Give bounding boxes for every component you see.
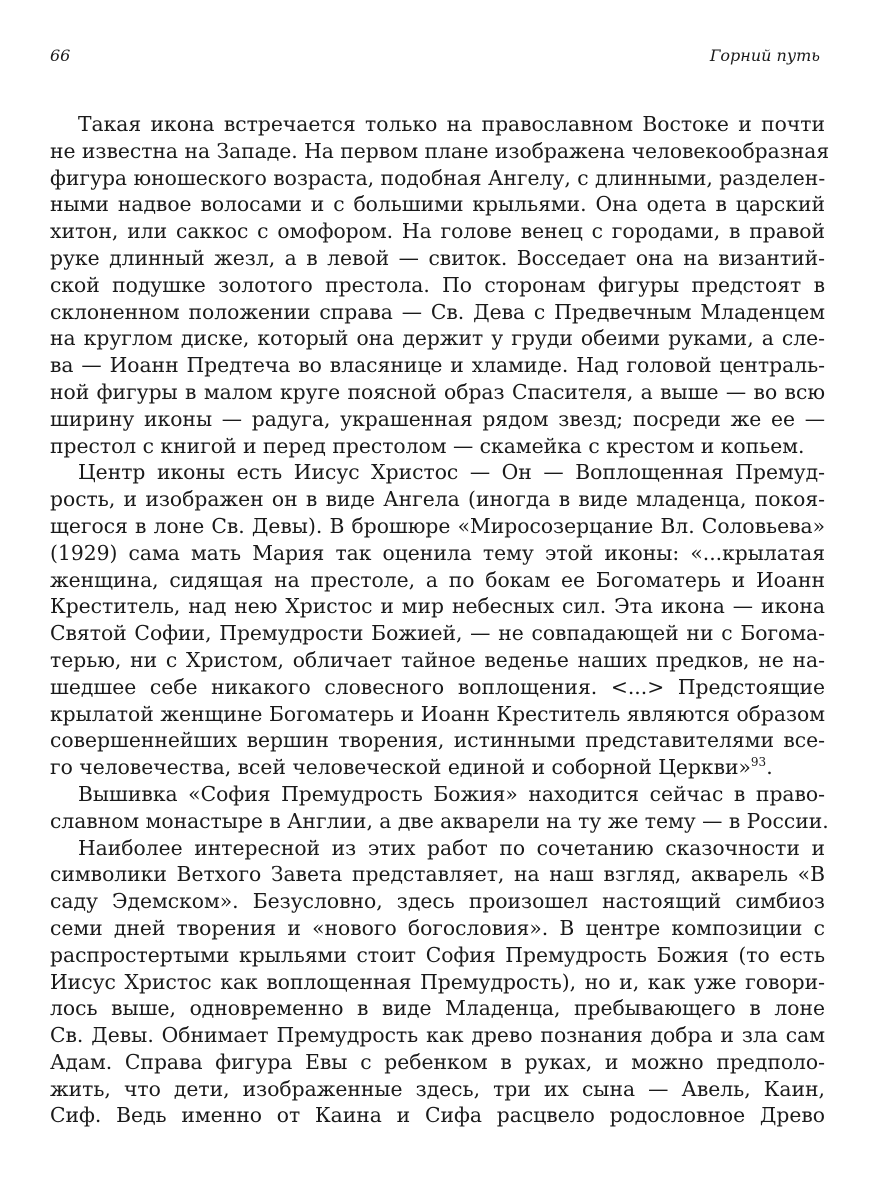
text-line: крылатой женщине Богоматерь и Иоанн Креститель являются образом: [50, 701, 825, 726]
text-line: фигура юношеского возраста, подобная Ангелу, с длинными, разделен-: [50, 165, 826, 190]
text-line: руке длинный жезл, а в левой — свиток. Восседает она на византий-: [50, 245, 825, 270]
text-line: щегося в лоне Св. Девы). В брошюре «Миросозерцание Вл. Соловьева»: [50, 513, 825, 538]
text-line: го человечества, всей человеческой единой и соборной Церкви»: [50, 755, 751, 780]
text-line: не известна на Западе. На первом плане изображена человекообразная: [50, 138, 830, 163]
text-line: (1929) сама мать Мария так оценила тему этой иконы: «...крылатая: [50, 540, 825, 565]
text-line: терью, ни с Христом, обличает тайное веденье наших предков, не на-: [50, 647, 825, 672]
text-line: распростертыми крыльями стоит София Премудрость Божия (то есть: [50, 942, 825, 967]
text-line: ской подушке золотого престола. По сторонам фигуры предстоят в: [50, 272, 825, 297]
text-line: Св. Девы. Обнимает Премудрость как древо познания добра и зла сам: [50, 1023, 825, 1048]
text-line: семи дней творения и «нового богословия». В центре композиции с: [50, 915, 825, 940]
text-line: ной фигуры в малом круге поясной образ Спасителя, а выше — во всю: [50, 379, 825, 404]
text-line: Вышивка «София Премудрость Божия» находится сейчас в право-: [78, 781, 825, 806]
text-line: символики Ветхого Завета представляет, на наш взгляд, акварель «В: [50, 862, 825, 887]
text-line: жить, что дети, изображенные здесь, три их сына — Авель, Каин,: [50, 1076, 825, 1101]
text-line: ва — Иоанн Предтеча во власянице и хламиде. Над головой централь-: [50, 353, 825, 378]
text-line: Сиф. Ведь именно от Каина и Сифа расцвело родословное Древо: [50, 1103, 825, 1128]
text-line: лось выше, одновременно в виде Младенца, пребывающего в лоне: [50, 996, 825, 1021]
text-line: хитон, или саккос с омофором. На голове венец с городами, в правой: [50, 219, 825, 244]
text-line-with-footnote: го человечества, всей человеческой единой и соборной Церкви»$^{93}$.: [50, 755, 773, 780]
text-line: ными надвое волосами и с большими крыльями. Она одета в царский: [50, 192, 825, 217]
text-line: Адам. Справа фигура Евы с ребенком в руках, и можно предполо-: [50, 1049, 825, 1074]
body-text: [50, 111, 830, 1129]
text-line: склоненном положении справа — Св. Дева с Предвечным Младенцем: [50, 299, 825, 324]
text-line: шедшее себе никакого словесного воплощения. <...> Предстоящие: [50, 674, 825, 699]
text-line: ширину иконы — радуга, украшенная рядом звезд; посреди же ее —: [50, 406, 825, 431]
text-line: Креститель, над нею Христос и мир небесных сил. Эта икона — икона: [50, 594, 825, 619]
text-line: престол с книгой и перед престолом — скамейка с крестом и копьем.: [50, 433, 805, 458]
page-header: [50, 46, 820, 70]
text-line: Такая икона встречается только на православном Востоке и почти: [78, 112, 825, 136]
text-line: Центр иконы есть Иисус Христос — Он — Воплощенная Премуд-: [78, 460, 825, 485]
text-line: на круглом диске, который она держит у груди обеими руками, а сле-: [50, 326, 825, 351]
page-number: 66: [50, 46, 71, 65]
text-line: женщина, сидящая на престоле, а по бокам ее Богоматерь и Иоанн: [50, 567, 825, 592]
text-line: рость, и изображен он в виде Ангела (иногда в виде младенца, покоя-: [50, 487, 825, 512]
footnote-marker[interactable]: 93: [750, 755, 767, 770]
running-title: Горний путь: [709, 46, 820, 65]
text-line: Наиболее интересной из этих работ по сочетанию сказочности и: [78, 835, 825, 860]
text-line: совершеннейших вершин творения, истинными представителями все-: [50, 728, 825, 753]
text-line: саду Эдемском». Безусловно, здесь произошел настоящий симбиоз: [50, 889, 825, 914]
text-line: Святой Софии, Премудрости Божией, — не совпадающей ни с Богома-: [50, 621, 825, 646]
text-line: славном монастыре в Англии, а две акварели на ту же тему — в России.: [50, 808, 829, 833]
text-line: Иисус Христос как воплощенная Премудрость), но и, как уже говори-: [50, 969, 825, 994]
